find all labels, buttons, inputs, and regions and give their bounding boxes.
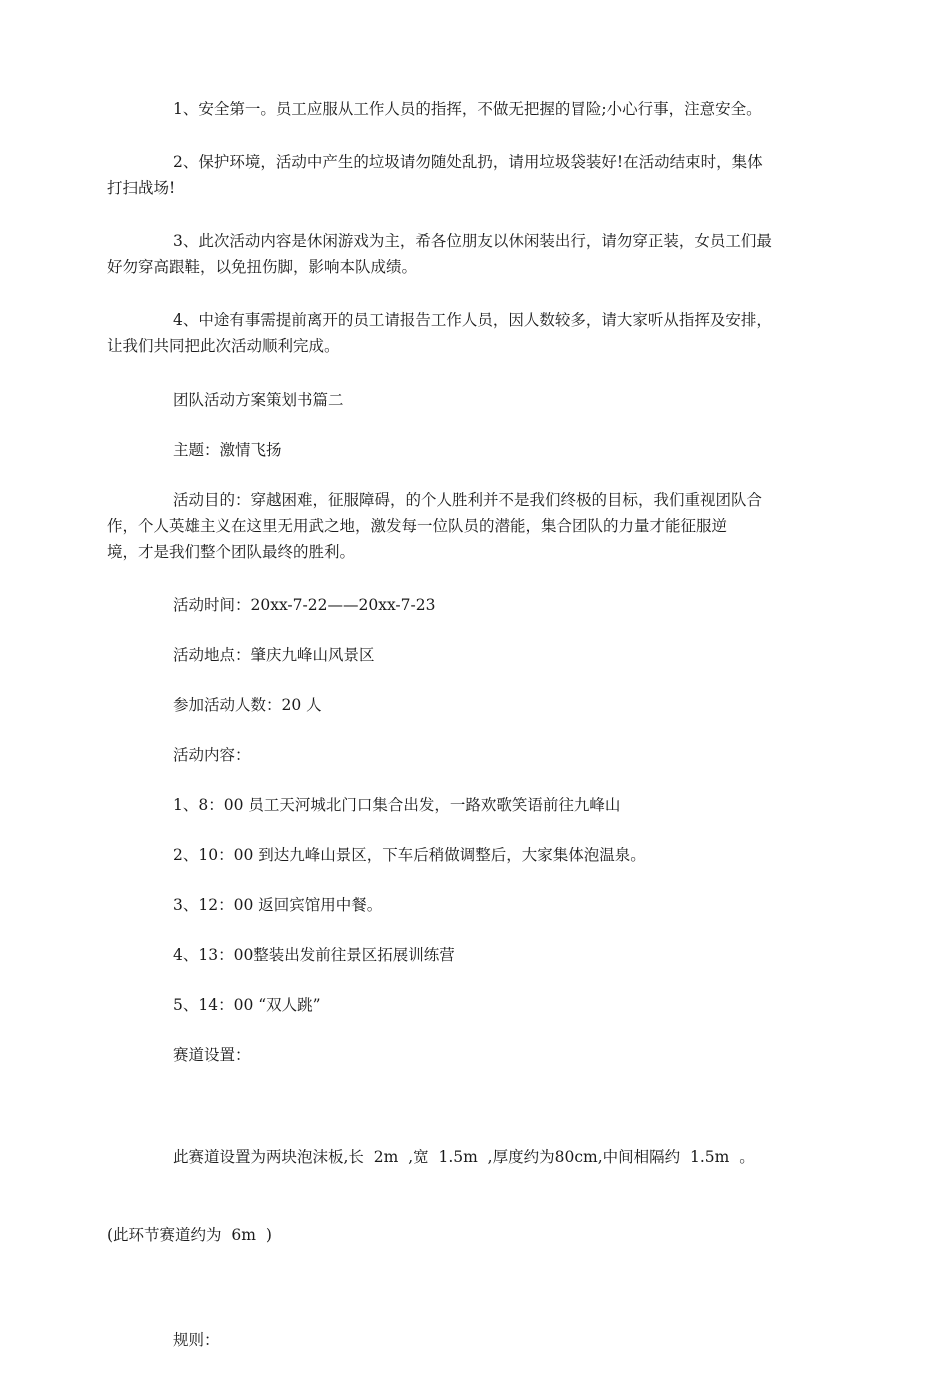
paragraph-line: 2、保护环境，活动中产生的垃圾请勿随处乱扔，请用垃圾袋装好!在活动结束时，集体 [173, 153, 763, 171]
paragraph-line: 境，才是我们整个团队最终的胜利。 [107, 543, 356, 561]
paragraph-line: 好勿穿高跟鞋，以免扭伤脚，影响本队成绩。 [107, 258, 418, 276]
schedule-item: 2、10：00 到达九峰山景区，下车后稍做调整后，大家集体泡温泉。 [173, 846, 646, 864]
schedule-item: 3、12：00 返回宾馆用中餐。 [173, 896, 383, 914]
track-paragraph [107, 1092, 812, 1300]
track-label: 赛道设置： [173, 1046, 251, 1064]
paragraph-line: 作，个人英雄主义在这里无用武之地，激发每一位队员的潜能，集合团队的力量才能征服逆 [107, 517, 728, 535]
paragraph-line: 3、此次活动内容是休闲游戏为主，希各位朋友以休闲装出行，请勿穿正装，女员工们最 [173, 232, 772, 250]
purpose-paragraph [107, 487, 812, 565]
rules-label: 规则： [173, 1331, 220, 1349]
theme-line: 主题：激情飞扬 [173, 441, 282, 459]
paragraph-line: 1、安全第一。员工应服从工作人员的指挥，不做无把握的冒险;小心行事，注意安全。 [173, 100, 762, 118]
content-label: 活动内容： [173, 746, 251, 764]
paragraph-line: 此赛道设置为两块泡沫板,长 2m ,宽 1.5m ,厚度约为80cm,中间相隔约 1.5m 。 [173, 1148, 755, 1166]
activity-location: 活动地点：肇庆九峰山风景区 [173, 646, 375, 664]
paragraph-line: 4、中途有事需提前离开的员工请报告工作人员，因人数较多，请大家听从指挥及安排， [173, 311, 772, 329]
participant-count: 参加活动人数：20 人 [173, 696, 322, 714]
leave-rule-paragraph [107, 307, 812, 359]
safety-rule-paragraph [140, 96, 812, 122]
schedule-item: 5、14：00 “双人跳” [173, 996, 321, 1014]
schedule-item: 4、13：00整装出发前往景区拓展训练营 [173, 946, 455, 964]
schedule-item: 1、8：00 员工天河城北门口集合出发，一路欢歌笑语前往九峰山 [173, 796, 621, 814]
section-title: 团队活动方案策划书篇二 [173, 391, 344, 409]
environment-rule-paragraph [107, 149, 812, 201]
paragraph-line: (此环节赛道约为 6m ) [107, 1226, 272, 1244]
paragraph-line: 打扫战场! [107, 179, 176, 197]
paragraph-line: 让我们共同把此次活动顺利完成。 [107, 337, 340, 355]
activity-time: 活动时间：20xx-7-22——20xx-7-23 [173, 596, 436, 614]
document-page [107, 96, 812, 1377]
dress-rule-paragraph [107, 228, 812, 280]
paragraph-line: 活动目的：穿越困难，征服障碍，的个人胜利并不是我们终极的目标，我们重视团队合 [173, 491, 763, 509]
